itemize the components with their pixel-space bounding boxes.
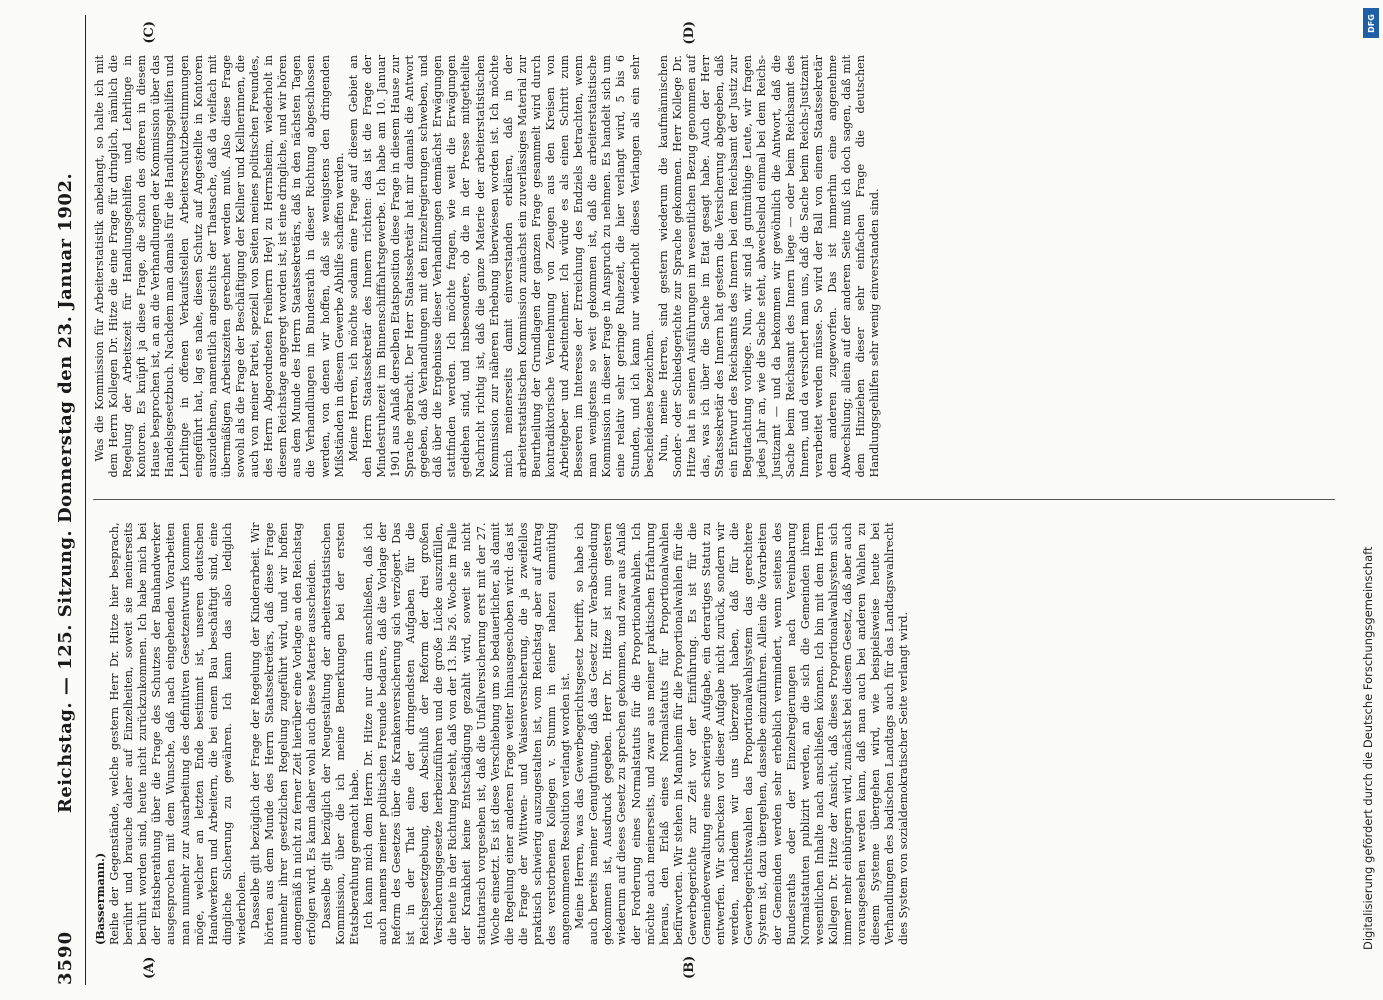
margin-marker-b: (B)	[682, 955, 697, 979]
paragraph: Nun, meine Herren, sind gestern wiederum die kaufmännischen Sonder- oder Schiedsgerichte zur Sprache gekommen. Herr Kollege Dr. Hitze hat in seinen Ausführungen im wesentlichen Bezug genommen auf das, was ich über die Sache im Etat gesagt habe. Auch der Herr Staatssekretär des Innern hat gestern die Versicherung abgegeben, daß ein Entwurf des Reichsamts des Innern bei dem Reichsamt der Justiz zur Begutachtung vorliege. Nun, wir sind ja gutmüthige Leute, wir fragen jedes Jahr an, wie die Sache steht, abwechselnd einmal bei dem Reichs-Justizamt — und da bekommen wir gewöhnlich die Antwort, daß die Sache beim Reichsamt des Innern liege — oder beim Reichsamt des Innern, und da versichert man uns, daß die Sache beim Reichs-Justizamt verarbeitet werden müsse. So wird der Ball von einem Staatssekretär dem anderen zugeworfen. Das ist immerhin eine angenehme Abwechslung; allein auf der anderen Seite muß ich doch sagen, daß mit dem Hinziehen dieser sehr einfachen Frage die deutschen Handlungsgehilfen sehr wenig einverstanden sind.	[656, 55, 882, 478]
text-columns	[93, 21, 1335, 979]
right-column	[93, 21, 1335, 478]
paragraph: Dasselbe gilt bezüglich der Frage der Regelung der Kinderarbeit. Wir hörten aus dem Munde des Herrn Staatssekretärs, daß diese Frage nunmehr ihrer gesetzlichen Regelung zugeführt wird, und wir hoffen demgemäß in nicht zu ferner Zeit hierüber eine Vorlage an den Reichstag erfolgen wird. Es kann daher wohl auch diese Materie ausscheiden.	[249, 522, 319, 945]
column-divider	[93, 500, 1335, 501]
page-number: 3590	[54, 930, 76, 985]
paragraph: Meine Herren, was das Gewerbegerichtsgesetz betrifft, so habe ich auch bereits meiner Genugthuung, daß das Gesetz zur Verabschiedung gekommen ist, Ausdruck gegeben. Herr Dr. Hitze ist nun gestern wiederum auf dieses Gesetz zu sprechen gekommen, und zwar aus Anlaß der Forderung eines Normalstatuts für die Proportionalwahlen. Ich möchte auch meinerseits, und zwar aus meiner praktischen Erfahrung heraus, den Erlaß eines Normalstatuts für Proportionalwahlen befürworten. Wir stehen in Mannheim für die Proportionalwahlen für die Gewerbegerichte zur Zeit vor der Einführung. Es ist für die Gemeindeverwaltung eine schwierige Aufgabe, ein derartiges Statut zu entwerfen. Wir schrecken vor dieser Aufgabe nicht zurück, sondern wir werden, nachdem wir uns überzeugt haben, daß für die Gewerbegerichtswahlen das Proportionalwahlsystem das gerechtere System ist, dazu übergehen, dasselbe einzuführen. Allein die Vorarbeiten der Gemeinden werden sehr erheblich vermindert, wenn seitens des Bundesraths oder der Einzelregierungen nach Vereinbarung Normalstatuten publizirt werden, an die sich die Gemeinden ihrem wesentlichen Inhalte nach anschließen können. Ich bin mit dem Herrn Kollegen Dr. Hitze der Ansicht, daß dieses Proportionalwahlsystem sich immer mehr einbürgern wird, zunächst bei diesem Gesetz, daß aber auch vorausgesehen werden kann, daß man auch bei anderen Wahlen zu diesem Systeme übergehen wird, wie beispielsweise heute bei Verhandlungen des badischen Landtags auch für das Landtagswahlrecht dies System von sozialdemokratischer Seite verlangt wird.	[573, 522, 911, 945]
margin-marker-a: (A)	[142, 956, 157, 979]
paragraph: Reihe der Gegenstände, welche gestern Herr Dr. Hitze hier besprach, berührt und brauche daher auf Einzelheiten, soweit sie meinerseits berührt worden sind, heute nicht zurückzukommen. Ich habe mich bei der Etatsberathung über die Frage des Schutzes der Bauhandwerker ausgesprochen mit dem Wunsche, daß nach eingehenden Vorarbeiten man nunmehr zur Ausarbeitung des definitiven Gesetzentwurfs kommen möge, welcher an letzten Ende bestimmt ist, unseren deutschen Handwerkern und Arbeitern, die bei einem Bau beschäftigt sind, eine dingliche Sicherung zu gewähren. Ich kann das also lediglich wiederholen.	[108, 522, 248, 945]
dfg-logo-text: DFG	[1366, 13, 1376, 33]
speaker-name: (Bassermann.)	[93, 852, 107, 945]
margin-marker-d: (D)	[682, 21, 697, 45]
document-page	[45, 15, 1335, 985]
credit-text: Digitalisierung gefördert durch die Deutsche Forschungsgemeinschaft	[1361, 546, 1375, 950]
page-header	[45, 15, 86, 985]
dfg-logo	[1363, 8, 1379, 38]
paragraph: Dasselbe gilt bezüglich der Neugestaltung der arbeiterstatistischen Kommission, über die ich meine Bemerkungen bei der ersten Etatsberathung gemacht habe.	[319, 522, 361, 945]
paragraph: Ich kann mich dem Herrn Dr. Hitze nur darin anschließen, daß ich auch namens meiner politischen Freunde bedaure, daß die Vorlage der Reform des Gesetzes über die Krankenversicherung sich verzögert. Das ist in der That eine der dringendsten Aufgaben für die Reichsgesetzgebung, den Abschluß der Reform der drei großen Versicherungsgesetze herbeizuführen und die große Lücke auszufüllen, die heute in der Richtung besteht, daß von der 13. bis 26. Woche im Falle der Krankheit keine Entschädigung gezahlt wird, soweit sie nicht statutarisch vorgesehen ist, daß die Unfallversicherung erst mit der 27. Woche einsetzt. Es ist diese Verschiebung um so bedauerlicher, als damit die Regelung einer anderen Frage weiter hinausgeschoben wird: das ist die Frage der Wittwen- und Waisenversicherung, die ja zweifellos praktisch schwierig auszugestalten ist, vom Reichstag aber auf Antrag des verstorbenen Kollegen v. Stumm in einer nahezu einmüthig angenommenen Resolution verlangt worden ist.	[361, 522, 573, 945]
running-head: Reichstag. — 125. Sitzung. Donnerstag den 23. Januar 1902.	[54, 172, 76, 814]
left-column	[93, 522, 1335, 979]
paragraph: Was die Kommission für Arbeiterstatistik anbelangt, so halte ich mit dem Herrn Kollegen Dr. Hitze die eine Frage für dringlich, nämlich die Regelung der Arbeitszeit für Handlungsgehilfen und Lehrlinge in Kontoren. Es knüpft ja diese Frage, die schon des öfteren in diesem Hause besprochen ist, an an die Verhandlungen der Kommission über das Handelsgesetzbuch. Nachdem man damals für die Handlungsgehilfen und Lehrlinge in offenen Verkaufsstellen Arbeiterschutzbestimmungen eingeführt hat, lag es nahe, diesen Schutz auf Angestellte in Kontoren auszudehnen, namentlich angesichts der Thatsache, daß da vielfach mit übermäßigen Arbeitszeiten gerechnet werden muß. Also diese Frage sowohl als die Frage der Beschäftigung der Kellner und Kellnerinnen, die auch von meiner Partei, speziell von Seiten meines politischen Freundes, des Herrn Abgeordneten Freiherrn Heyl zu Herrnsheim, wiederholt in diesem Reichstage angeregt worden ist, ist eine dringliche, und wir hören aus dem Munde des Herrn Staatssekretärs, daß in den nächsten Tagen die Verhandlungen im Bundesrath in dieser Richtung abgeschlossen werden, von denen wir hoffen, daß sie wenigstens den dringenden Mißständen in diesem Gewerbe Abhilfe schaffen werden.	[93, 55, 346, 478]
digitization-credit	[1361, 40, 1379, 980]
paragraph: Meine Herren, ich möchte sodann eine Frage auf diesem Gebiet an den Herrn Staatssekretär des Innern richten: das ist die Frage der Mindestruhezeit im Binnenschifffahrtsgewerbe. Ich habe am 10. Januar 1901 aus Anlaß derselben Etatsposition diese Frage in diesem Hause zur Sprache gebracht. Der Herr Staatssekretär hat mir damals die Antwort gegeben, daß Verhandlungen mit den Einzelregierungen schweben, und daß über die Ergebnisse dieser Verhandlungen demnächst Erwägungen stattfinden werden. Ich möchte fragen, wie weit die Erwägungen gediehen sind, und insbesondere, ob die in der Presse mitgetheilte Nachricht richtig ist, daß die ganze Materie der arbeiterstatistischen Kommission zur näheren Erhebung überwiesen worden ist. Ich möchte mich meinerseits damit einverstanden erklären, daß in der arbeiterstatistischen Kommission zunächst ein zuverlässiges Material zur Beurtheilung der Grundlagen der ganzen Frage gesammelt wird durch kontradiktorische Vernehmung von Zeugen aus den Kreisen von Arbeitgeber und Arbeitnehmer. Ich würde es als einen Schritt zum Besseren im Interesse der Erreichung des Endziels betrachten, wenn man wenigstens so weit gekommen ist, daß die arbeiterstatistische Kommission in dieser Frage in Anspruch zu nehmen. Es handelt sich um eine relativ sehr geringe Ruhezeit, die hier verlangt wird, 5 bis 6 Stunden, und ich kann nur wiederholt dieses Verlangen als ein sehr bescheidenes bezeichnen.	[346, 55, 656, 478]
margin-marker-c: (C)	[142, 21, 157, 44]
